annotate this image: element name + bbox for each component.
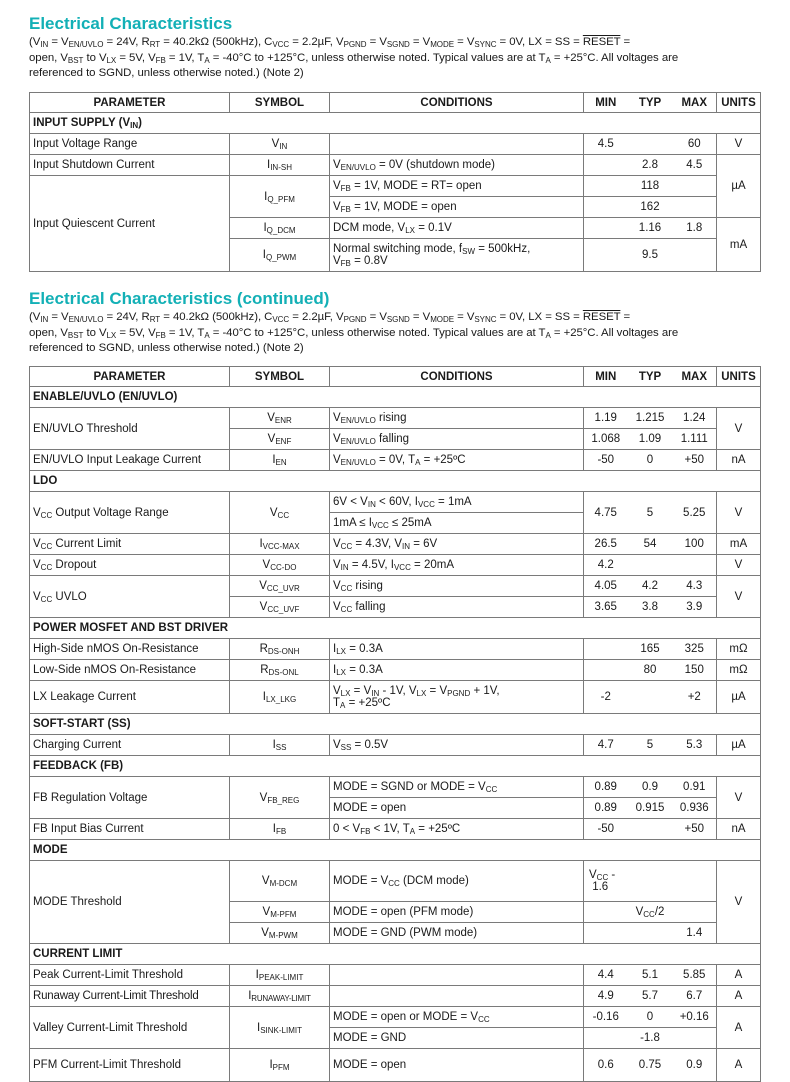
group-label: INPUT SUPPLY $(V_{IN})$	[30, 113, 761, 134]
symbol-cell: $V_{M-DCM}$	[230, 861, 330, 902]
max-cell	[673, 1028, 717, 1049]
parameter-cell: Runaway Current-Limit Threshold	[30, 986, 230, 1007]
table-row	[30, 965, 761, 986]
symbol-cell: $V_{ENF}$	[230, 429, 330, 450]
conditions-cell: MODE = open	[330, 798, 584, 819]
table-row	[30, 735, 761, 756]
max-cell: +0.16	[673, 1007, 717, 1028]
typ-cell: 0	[628, 1007, 673, 1028]
header-typ: TYP	[628, 367, 673, 387]
group-label: FEEDBACK (FB)	[30, 756, 761, 777]
table-row	[30, 534, 761, 555]
header-symbol: SYMBOL	[230, 93, 330, 113]
max-cell: 150	[673, 660, 717, 681]
min-cell	[584, 660, 628, 681]
min-cell	[584, 197, 628, 218]
parameter-cell: MODE Threshold	[30, 861, 230, 944]
parameter-cell: EN/UVLO Threshold	[30, 408, 230, 450]
typ-cell: 2.8	[628, 155, 673, 176]
header-conditions: CONDITIONS	[330, 93, 584, 113]
conditions-cell: $V_{CC}$ falling	[330, 597, 584, 618]
symbol-cell: $I_{SINK-LIMIT}$	[230, 1007, 330, 1049]
typ-cell: 4.2	[628, 576, 673, 597]
max-cell: 5.25	[673, 492, 717, 534]
typ-cell	[628, 923, 673, 944]
parameter-cell: $V_{CC}$ Current Limit	[30, 534, 230, 555]
table-row	[30, 1007, 761, 1028]
parameter-cell: EN/UVLO Input Leakage Current	[30, 450, 230, 471]
max-cell: 325	[673, 639, 717, 660]
conditions-cell: $V_{FB} = 1V$, MODE = RT= open	[330, 176, 584, 197]
max-cell: 1.24	[673, 408, 717, 429]
typ-cell: 3.8	[628, 597, 673, 618]
units-cell: V	[717, 861, 761, 944]
min-cell	[584, 1028, 628, 1049]
typ-cell: 5.7	[628, 986, 673, 1007]
min-cell: 1.068	[584, 429, 628, 450]
typ-cell	[628, 134, 673, 155]
group-row-feedback	[30, 756, 761, 777]
max-cell: +50	[673, 819, 717, 840]
symbol-cell: $V_{CC}$	[230, 492, 330, 534]
symbol-cell: $V_{FB\_REG}$	[230, 777, 330, 819]
conditions-cell: $I_{LX} = 0.3A$	[330, 660, 584, 681]
min-cell	[584, 155, 628, 176]
max-cell: 4.5	[673, 155, 717, 176]
typ-cell: 162	[628, 197, 673, 218]
typ-cell: 1.215	[628, 408, 673, 429]
table-row	[30, 492, 761, 513]
group-row-current-limit	[30, 944, 761, 965]
max-cell: 1.8	[673, 218, 717, 239]
typ-cell: 0	[628, 450, 673, 471]
parameter-cell: High-Side nMOS On-Resistance	[30, 639, 230, 660]
header-conditions: CONDITIONS	[330, 367, 584, 387]
electrical-characteristics-continued-table	[29, 366, 761, 1082]
min-cell: 4.7	[584, 735, 628, 756]
table-row	[30, 986, 761, 1007]
min-cell: -2	[584, 681, 628, 714]
symbol-cell: $V_{M-PFM}$	[230, 902, 330, 923]
conditions-cell: DCM mode, $V_{LX} = 0.1V$	[330, 218, 584, 239]
min-cell: 26.5	[584, 534, 628, 555]
table-row	[30, 777, 761, 798]
symbol-cell: $I_{EN}$	[230, 450, 330, 471]
parameter-cell: Input Voltage Range	[30, 134, 230, 155]
units-cell: V	[717, 555, 761, 576]
units-cell: µA	[717, 735, 761, 756]
typ-cell	[628, 861, 673, 902]
parameter-cell: Peak Current-Limit Threshold	[30, 965, 230, 986]
table-1-wrapper	[29, 92, 761, 272]
units-cell: µA	[717, 681, 761, 714]
conditions-cell: $6V < V_{IN} < 60V$, $I_{VCC} = 1mA$	[330, 492, 584, 513]
intro-line-1: ($V_{IN} = V_{EN/UVLO} = 24V$, $R_{RT} = 40.2k\Omega$ (500kHz), $C_{VCC} = 2.2\mu F$, $V_{PGND} = V_{SGND} = V_{MODE} = V_{SYNC} = 0V$, LX = SS = RESET =	[29, 36, 631, 49]
header-units: UNITS	[717, 93, 761, 113]
header-min: MIN	[584, 93, 628, 113]
max-cell	[673, 861, 717, 902]
min-cell	[584, 176, 628, 197]
min-cell: 4.9	[584, 986, 628, 1007]
table-2-wrapper	[29, 366, 761, 1082]
typ-cell: 1.16	[628, 218, 673, 239]
parameter-cell: $V_{CC}$ UVLO	[30, 576, 230, 618]
header-max: MAX	[673, 93, 717, 113]
min-cell: 4.5	[584, 134, 628, 155]
max-cell: 5.3	[673, 735, 717, 756]
max-cell: 0.91	[673, 777, 717, 798]
units-cell: µA	[717, 155, 761, 218]
conditions-cell: $V_{LX} = V_{IN} - 1V$, $V_{LX} = V_{PGND} + 1V$, $T_A$ = +25ºC	[330, 681, 584, 714]
max-cell: +50	[673, 450, 717, 471]
min-cell: 0.89	[584, 798, 628, 819]
min-cell	[584, 923, 628, 944]
group-row-input-supply	[30, 113, 761, 134]
header-min: MIN	[584, 367, 628, 387]
units-cell: mA	[717, 218, 761, 272]
max-cell	[673, 197, 717, 218]
min-cell: 0.89	[584, 777, 628, 798]
units-cell: V	[717, 408, 761, 450]
conditions-cell: MODE = SGND or MODE = $V_{CC}$	[330, 777, 584, 798]
units-cell: mΩ	[717, 660, 761, 681]
symbol-cell: $I_{PFM}$	[230, 1049, 330, 1082]
max-cell: 1.111	[673, 429, 717, 450]
conditions-cell	[330, 986, 584, 1007]
parameter-cell: Input Quiescent Current	[30, 176, 230, 272]
table-row	[30, 134, 761, 155]
conditions-cell: $V_{EN/UVLO}$ falling	[330, 429, 584, 450]
symbol-cell: $I_{IN-SH}$	[230, 155, 330, 176]
min-cell: -50	[584, 819, 628, 840]
symbol-cell: $R_{DS-ONL}$	[230, 660, 330, 681]
conditions-cell: $0 < V_{FB} < 1V$, $T_A$ = +25ºC	[330, 819, 584, 840]
parameter-cell: FB Input Bias Current	[30, 819, 230, 840]
intro-line-2: open, $V_{BST}$ to $V_{LX} = 5V$, $V_{FB} = 1V$, $T_A = -40^\circ C$ to +125°C, unless otherwise noted. Typical values are at $T_A = +25^\circ C$. All voltages are	[29, 51, 679, 65]
table-row	[30, 819, 761, 840]
table-row	[30, 555, 761, 576]
units-cell: V	[717, 777, 761, 819]
table-row	[30, 155, 761, 176]
section-title: Electrical Characteristics	[29, 14, 233, 33]
parameter-cell: PFM Current-Limit Threshold	[30, 1049, 230, 1082]
header-symbol: SYMBOL	[230, 367, 330, 387]
units-cell: nA	[717, 450, 761, 471]
typ-cell: $V_{CC}/2$	[584, 902, 717, 923]
header-units: UNITS	[717, 367, 761, 387]
max-cell	[673, 176, 717, 197]
max-cell	[673, 239, 717, 272]
group-row-soft-start	[30, 714, 761, 735]
max-cell: +2	[673, 681, 717, 714]
max-cell: 4.3	[673, 576, 717, 597]
symbol-cell: $I_{SS}$	[230, 735, 330, 756]
test-conditions-intro	[29, 35, 761, 82]
symbol-cell: $I_{Q\_PWM}$	[230, 239, 330, 272]
typ-cell: 5.1	[628, 965, 673, 986]
min-cell: -0.16	[584, 1007, 628, 1028]
conditions-cell	[330, 965, 584, 986]
parameter-cell: $V_{CC}$ Output Voltage Range	[30, 492, 230, 534]
max-cell: 0.936	[673, 798, 717, 819]
parameter-cell: LX Leakage Current	[30, 681, 230, 714]
typ-cell	[628, 819, 673, 840]
table-row	[30, 408, 761, 429]
group-label: CURRENT LIMIT	[30, 944, 761, 965]
conditions-cell: $V_{CC} = 4.3V$, $V_{IN} = 6V$	[330, 534, 584, 555]
symbol-cell: $R_{DS-ONH}$	[230, 639, 330, 660]
symbol-cell: $I_{PEAK-LIMIT}$	[230, 965, 330, 986]
max-cell: 60	[673, 134, 717, 155]
header-typ: TYP	[628, 93, 673, 113]
typ-cell: 0.75	[628, 1049, 673, 1082]
typ-cell: -1.8	[628, 1028, 673, 1049]
group-row-enable-uvlo	[30, 387, 761, 408]
conditions-cell: $V_{EN/UVLO}$ rising	[330, 408, 584, 429]
symbol-cell: $I_{Q\_PFM}$	[230, 176, 330, 218]
conditions-cell: $V_{EN/UVLO} = 0V$ (shutdown mode)	[330, 155, 584, 176]
typ-cell: 0.915	[628, 798, 673, 819]
conditions-cell: $1mA \le I_{VCC} \le 25mA$	[330, 513, 584, 534]
units-cell: A	[717, 1007, 761, 1049]
symbol-cell: $V_{IN}$	[230, 134, 330, 155]
electrical-characteristics-continued-section	[29, 289, 761, 357]
units-cell: V	[717, 576, 761, 618]
electrical-characteristics-table	[29, 92, 761, 272]
typ-cell: 5	[628, 735, 673, 756]
test-conditions-intro	[29, 310, 761, 357]
table-row	[30, 681, 761, 714]
symbol-cell: $I_{RUNAWAY-LIMIT}$	[230, 986, 330, 1007]
symbol-cell: $I_{LX\_LKG}$	[230, 681, 330, 714]
min-cell: 4.75	[584, 492, 628, 534]
conditions-cell	[330, 134, 584, 155]
table-row	[30, 176, 761, 197]
min-cell: $V_{CC}$ - 1.6	[584, 861, 628, 902]
typ-cell: 9.5	[628, 239, 673, 272]
group-row-mode	[30, 840, 761, 861]
units-cell: A	[717, 1049, 761, 1082]
max-cell	[673, 555, 717, 576]
table-header-row	[30, 93, 761, 113]
symbol-cell: $V_{CC\_UVF}$	[230, 597, 330, 618]
units-cell: V	[717, 492, 761, 534]
typ-cell: 0.9	[628, 777, 673, 798]
max-cell: 1.4	[673, 923, 717, 944]
max-cell: 3.9	[673, 597, 717, 618]
symbol-cell: $V_{CC-DO}$	[230, 555, 330, 576]
header-parameter: PARAMETER	[30, 367, 230, 387]
units-cell: mΩ	[717, 639, 761, 660]
symbol-cell: $I_{FB}$	[230, 819, 330, 840]
typ-cell: 54	[628, 534, 673, 555]
conditions-cell: Normal switching mode, $f_{SW} = 500kHz$, $V_{FB} = 0.8V$	[330, 239, 584, 272]
intro-line-3: referenced to SGND, unless otherwise noted.) (Note 2)	[29, 342, 304, 354]
typ-cell: 118	[628, 176, 673, 197]
units-cell: A	[717, 965, 761, 986]
units-cell: mA	[717, 534, 761, 555]
intro-line-1: ($V_{IN} = V_{EN/UVLO} = 24V$, $R_{RT} = 40.2k\Omega$ (500kHz), $C_{VCC} = 2.2\mu F$, $V_{PGND} = V_{SGND} = V_{MODE} = V_{SYNC} = 0V$, LX = SS = RESET =	[29, 311, 631, 324]
table-row	[30, 639, 761, 660]
min-cell: 0.6	[584, 1049, 628, 1082]
parameter-cell: Low-Side nMOS On-Resistance	[30, 660, 230, 681]
typ-cell: 80	[628, 660, 673, 681]
group-row-ldo	[30, 471, 761, 492]
conditions-cell: $V_{FB} = 1V$, MODE = open	[330, 197, 584, 218]
conditions-cell: MODE = GND (PWM mode)	[330, 923, 584, 944]
parameter-cell: Input Shutdown Current	[30, 155, 230, 176]
min-cell: 4.4	[584, 965, 628, 986]
intro-line-2: open, $V_{BST}$ to $V_{LX} = 5V$, $V_{FB} = 1V$, $T_A = -40^\circ C$ to +125°C, unless otherwise noted. Typical values are at $T_A = +25^\circ C$. All voltages are	[29, 326, 679, 340]
typ-cell: 1.09	[628, 429, 673, 450]
group-label: POWER MOSFET AND BST DRIVER	[30, 618, 761, 639]
table-row	[30, 1049, 761, 1082]
parameter-cell: FB Regulation Voltage	[30, 777, 230, 819]
group-label: MODE	[30, 840, 761, 861]
conditions-cell: MODE = open	[330, 1049, 584, 1082]
conditions-cell: MODE = GND	[330, 1028, 584, 1049]
min-cell	[584, 239, 628, 272]
min-cell	[584, 639, 628, 660]
group-row-power-mosfet	[30, 618, 761, 639]
symbol-cell: $I_{Q\_DCM}$	[230, 218, 330, 239]
parameter-cell: $V_{CC}$ Dropout	[30, 555, 230, 576]
max-cell: 6.7	[673, 986, 717, 1007]
conditions-cell: MODE = $V_{CC}$ (DCM mode)	[330, 861, 584, 902]
min-cell	[584, 218, 628, 239]
typ-cell	[628, 555, 673, 576]
max-cell: 100	[673, 534, 717, 555]
conditions-cell: MODE = open or MODE = $V_{CC}$	[330, 1007, 584, 1028]
group-label: ENABLE/UVLO (EN/UVLO)	[30, 387, 761, 408]
symbol-cell: $V_{ENR}$	[230, 408, 330, 429]
units-cell: A	[717, 986, 761, 1007]
conditions-cell: $V_{SS} = 0.5V$	[330, 735, 584, 756]
symbol-cell: $V_{CC\_UVR}$	[230, 576, 330, 597]
header-parameter: PARAMETER	[30, 93, 230, 113]
typ-cell: 5	[628, 492, 673, 534]
section-title: Electrical Characteristics (continued)	[29, 289, 330, 308]
conditions-cell: $I_{LX} = 0.3A$	[330, 639, 584, 660]
table-header-row	[30, 367, 761, 387]
group-label: SOFT-START (SS)	[30, 714, 761, 735]
header-max: MAX	[673, 367, 717, 387]
table-row	[30, 450, 761, 471]
group-label: LDO	[30, 471, 761, 492]
typ-cell: 165	[628, 639, 673, 660]
symbol-cell: $V_{M-PWM}$	[230, 923, 330, 944]
symbol-cell: $I_{VCC-MAX}$	[230, 534, 330, 555]
typ-cell	[628, 681, 673, 714]
units-cell: V	[717, 134, 761, 155]
electrical-characteristics-section	[29, 14, 761, 82]
max-cell: 0.9	[673, 1049, 717, 1082]
min-cell: 4.05	[584, 576, 628, 597]
max-cell: 5.85	[673, 965, 717, 986]
min-cell: -50	[584, 450, 628, 471]
min-cell: 3.65	[584, 597, 628, 618]
table-row	[30, 576, 761, 597]
units-cell: nA	[717, 819, 761, 840]
conditions-cell: $V_{CC}$ rising	[330, 576, 584, 597]
table-row	[30, 660, 761, 681]
parameter-cell: Valley Current-Limit Threshold	[30, 1007, 230, 1049]
conditions-cell: MODE = open (PFM mode)	[330, 902, 584, 923]
conditions-cell: $V_{EN/UVLO} = 0V$, $T_A$ = +25ºC	[330, 450, 584, 471]
min-cell: 1.19	[584, 408, 628, 429]
parameter-cell: Charging Current	[30, 735, 230, 756]
conditions-cell: $V_{IN} = 4.5V$, $I_{VCC} = 20mA$	[330, 555, 584, 576]
table-row	[30, 861, 761, 902]
intro-line-3: referenced to SGND, unless otherwise noted.) (Note 2)	[29, 67, 304, 79]
min-cell: 4.2	[584, 555, 628, 576]
